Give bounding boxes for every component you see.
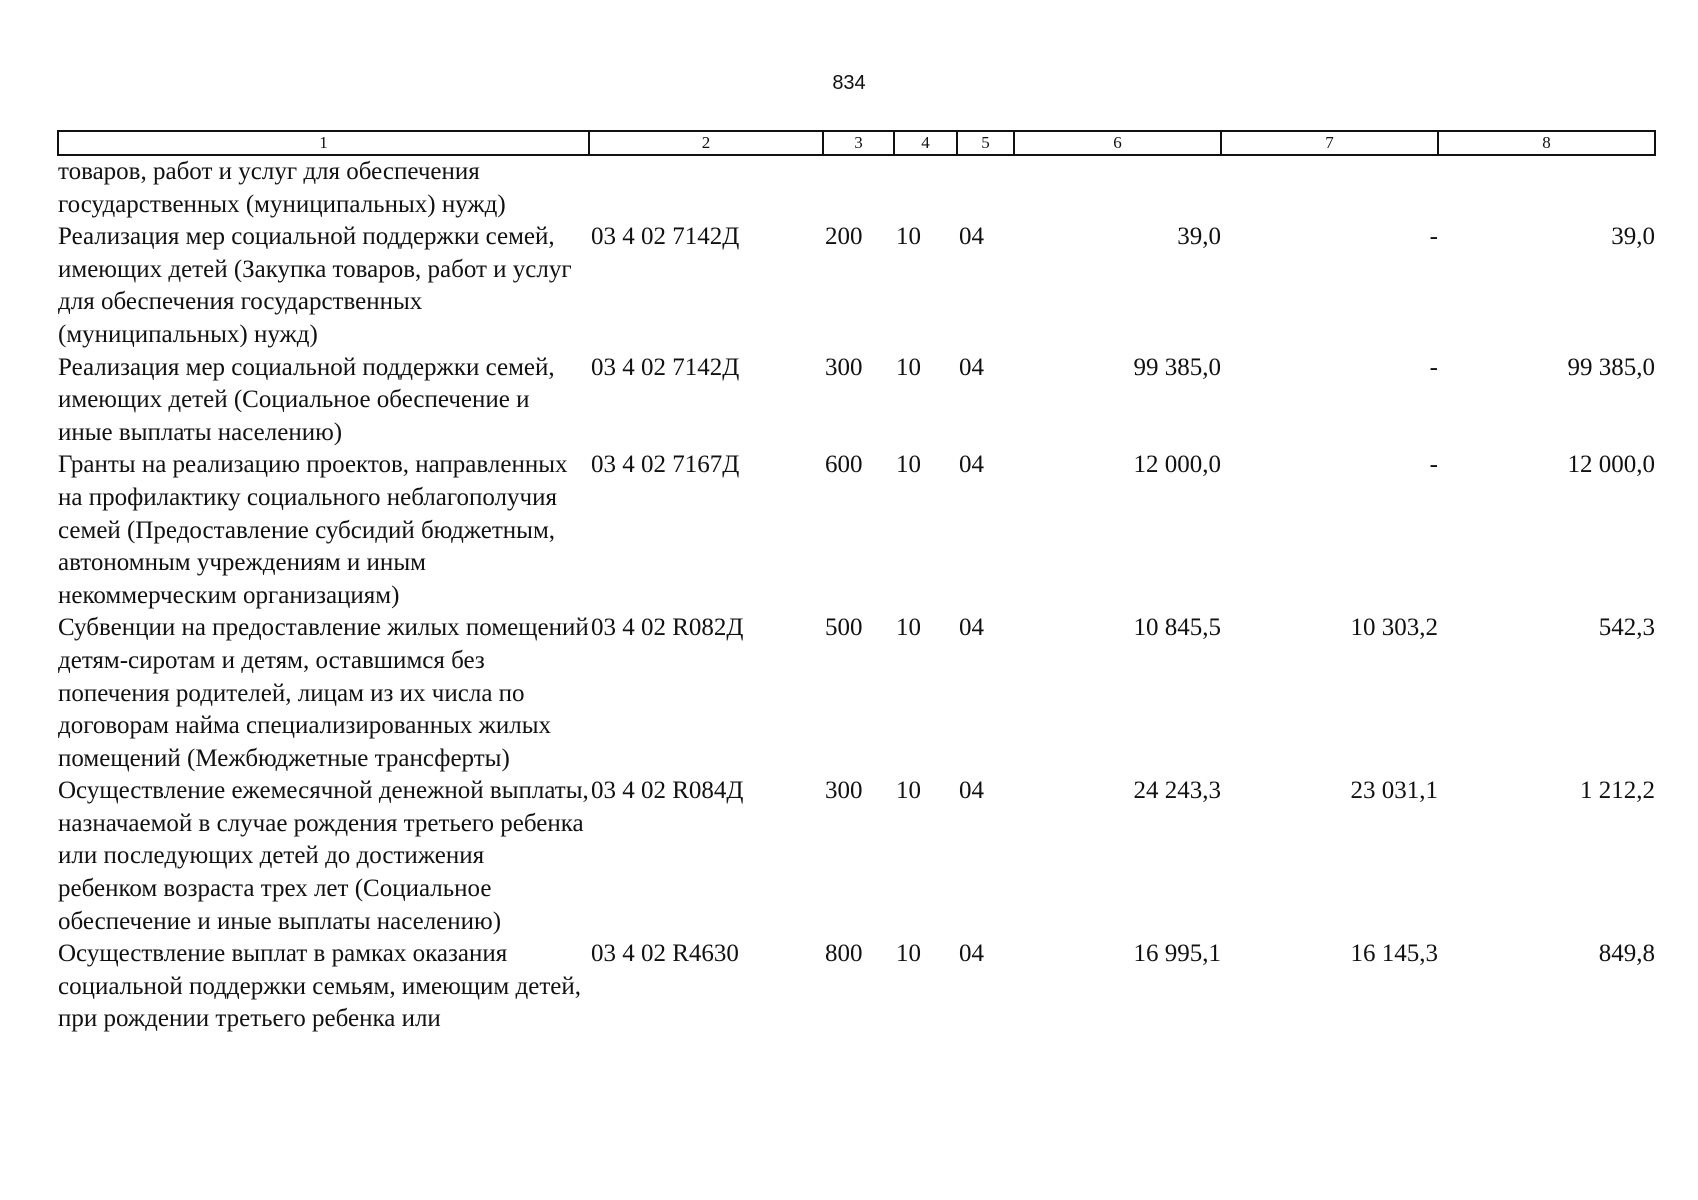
- column-header-5: 5: [957, 131, 1014, 155]
- row-col5: [957, 155, 1014, 221]
- page-number: 834: [832, 72, 866, 94]
- row-name: Субвенции на предоставление жилых помещений детям-сиротам и детям, оставшимся без попечения родителей, лицам из их числа по договорам найма специализированных жилых помещений (Межбюджетные трансферты): [58, 614, 589, 772]
- row-col3: 800: [825, 940, 863, 968]
- row-col4: 10: [896, 451, 921, 479]
- row-col6: 99 385,0: [1133, 353, 1221, 381]
- column-header-2: 2: [589, 131, 823, 155]
- row-col4: 10: [896, 223, 921, 251]
- row-col5: 04: [959, 451, 984, 479]
- table-header: [58, 131, 1655, 155]
- row-col8: [1438, 155, 1655, 221]
- row-col3: 500: [825, 614, 863, 642]
- row-col6: 39,0: [1177, 223, 1221, 251]
- row-col8: 99 385,0: [1567, 353, 1655, 381]
- row-col3: 200: [825, 223, 863, 251]
- row-code: 03 4 02 7142Д: [591, 223, 740, 251]
- row-code: 03 4 02 R4630: [591, 940, 739, 968]
- row-col6: [1014, 155, 1221, 221]
- row-col8: 542,3: [1598, 614, 1655, 642]
- row-col5: 04: [959, 614, 984, 642]
- row-col7: -: [1429, 353, 1438, 381]
- row-col8: 12 000,0: [1567, 451, 1655, 479]
- header-row: [58, 131, 1655, 155]
- table-row: [58, 775, 1655, 938]
- row-col4: 10: [896, 353, 921, 381]
- row-col3: 300: [825, 353, 863, 381]
- table-row: [58, 938, 1655, 1036]
- row-code: [589, 155, 823, 221]
- row-col3: [823, 155, 894, 221]
- table-row: [58, 612, 1655, 775]
- row-col6: 24 243,3: [1133, 777, 1221, 805]
- column-header-6: 6: [1014, 131, 1221, 155]
- column-header-1: 1: [58, 131, 589, 155]
- table-row: [58, 155, 1655, 221]
- column-header-7: 7: [1221, 131, 1438, 155]
- row-name: товаров, работ и услуг для обеспечения государственных (муниципальных) нужд): [58, 158, 506, 218]
- row-col5: 04: [959, 223, 984, 251]
- row-col7: -: [1429, 223, 1438, 251]
- row-col4: [894, 155, 957, 221]
- table-body: [58, 155, 1655, 1036]
- row-col4: 10: [896, 940, 921, 968]
- table-row: [58, 352, 1655, 450]
- column-header-4: 4: [894, 131, 957, 155]
- row-col4: 10: [896, 777, 921, 805]
- row-name: Гранты на реализацию проектов, направленных на профилактику социального неблагополучия семей (Предоставление субсидий бюджетным, автономным учреждениям и иным некоммерческим организациям): [58, 451, 568, 609]
- row-col6: 12 000,0: [1133, 451, 1221, 479]
- row-col8: 39,0: [1611, 223, 1655, 251]
- row-col7: 16 145,3: [1350, 940, 1438, 968]
- row-col5: 04: [959, 777, 984, 805]
- row-name: Реализация мер социальной поддержки семей, имеющих детей (Закупка товаров, работ и услуг для обеспечения государственных (муниципальных) нужд): [58, 223, 572, 348]
- row-name: Реализация мер социальной поддержки семей, имеющих детей (Социальное обеспечение и иные выплаты населению): [58, 353, 555, 446]
- budget-table: [57, 130, 1656, 1036]
- row-col5: 04: [959, 940, 984, 968]
- row-col7: 23 031,1: [1350, 777, 1438, 805]
- column-header-3: 3: [823, 131, 894, 155]
- row-code: 03 4 02 7142Д: [591, 353, 740, 381]
- row-col4: 10: [896, 614, 921, 642]
- row-col5: 04: [959, 353, 984, 381]
- row-col7: 10 303,2: [1350, 614, 1438, 642]
- row-col6: 16 995,1: [1133, 940, 1221, 968]
- row-col6: 10 845,5: [1133, 614, 1221, 642]
- column-header-8: 8: [1438, 131, 1655, 155]
- row-col3: 600: [825, 451, 863, 479]
- row-code: 03 4 02 R084Д: [591, 777, 744, 805]
- row-col7: -: [1429, 451, 1438, 479]
- row-col8: 849,8: [1598, 940, 1655, 968]
- row-code: 03 4 02 R082Д: [591, 614, 744, 642]
- row-col7: [1221, 155, 1438, 221]
- row-col3: 300: [825, 777, 863, 805]
- row-col8: 1 212,2: [1580, 777, 1655, 805]
- row-code: 03 4 02 7167Д: [591, 451, 740, 479]
- row-name: Осуществление ежемесячной денежной выплаты, назначаемой в случае рождения третьего ребенка или последующих детей до достижения ребенком возраста трех лет (Социальное обеспечение и иные выплаты населению): [58, 777, 589, 935]
- row-name: Осуществление выплат в рамках оказания социальной поддержки семьям, имеющим детей, при рождении третьего ребенка или: [58, 940, 581, 1033]
- table-row: [58, 221, 1655, 351]
- table-row: [58, 449, 1655, 612]
